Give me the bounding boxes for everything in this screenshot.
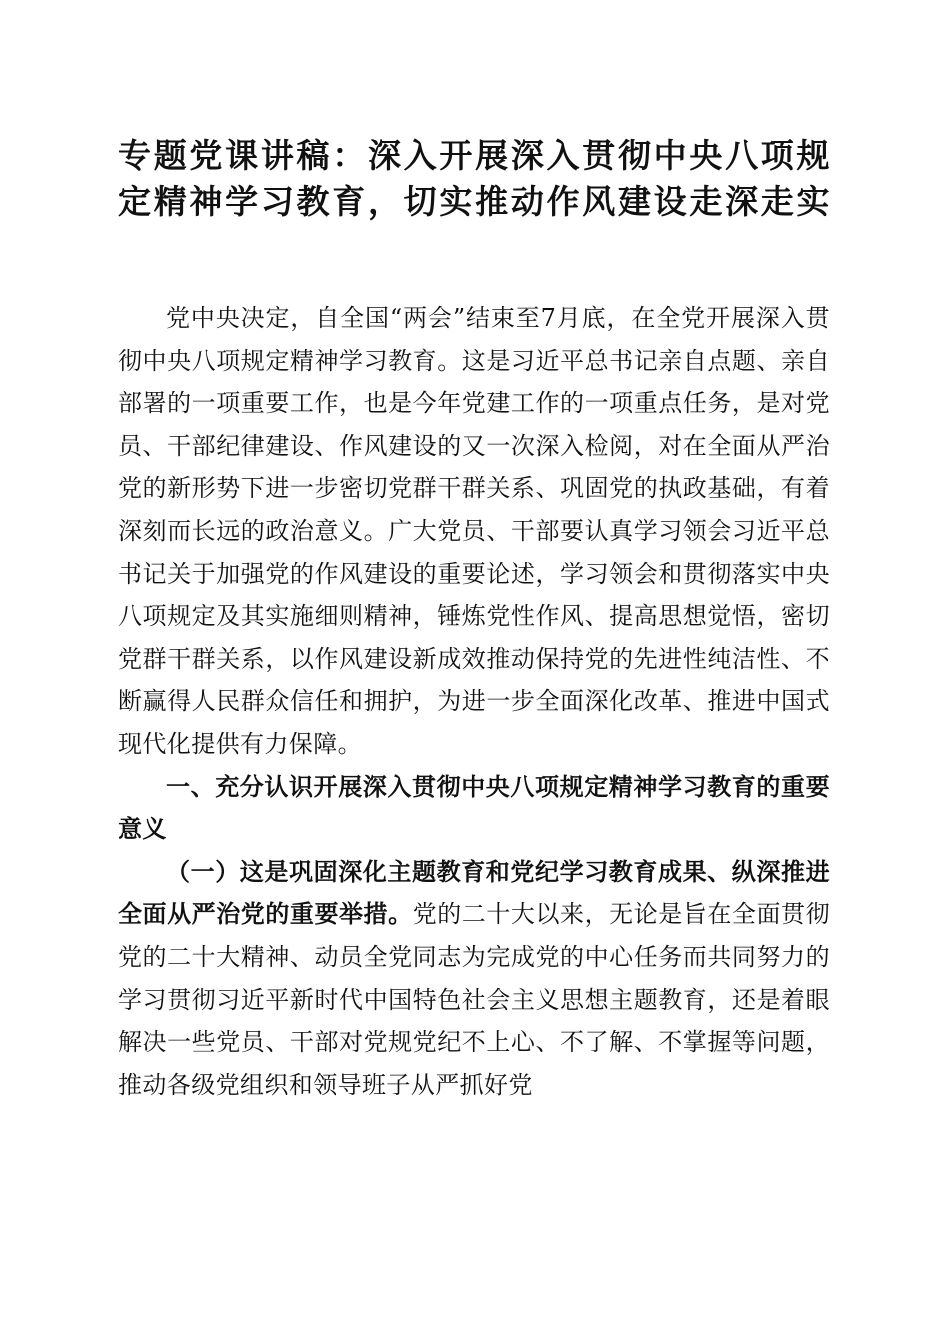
document-page — [118, 133, 830, 1106]
title-line-1: 专题党课讲稿：深入开展深入贯彻中央八项规 — [118, 136, 830, 175]
intro-paragraph: 党中央决定，自全国“两会”结束至7月底，在全党开展深入贯彻中央八项规定精神学习教育。这是习近平总书记亲自点题、亲自部署的一项重要工作，也是今年党建工作的一项重点任务，是对党员、干部纪律建设、作风建设的又一次深入检阅，对在全面从严治党的新形势下进一步密切党群干群关系、巩固党的执政基础，有着深刻而长远的政治意义。广大党员、干部要认真学习领会习近平总书记关于加强党的作风建设的重要论述，学习领会和贯彻落实中央八项规定及其实施细则精神，锤炼党性作风、提高思想觉悟，密切党群干群关系，以作风建设新成效推动保持党的先进性纯洁性、不断赢得人民群众信任和拥护，为进一步全面深化改革、推进中国式现代化提供有力保障。 — [118, 304, 830, 758]
title-line-2: 定精神学习教育，切实推动作风建设走深走实 — [118, 182, 830, 221]
document-body — [118, 297, 830, 1106]
section-1-sub-1-lead: （一）这是巩固深化主题教育和党纪学习教育成果、纵深推进全面从严治党的重要举措。 — [118, 856, 830, 929]
document-title — [118, 133, 830, 225]
section-1-sub-1-text: 党的二十大以来，无论是旨在全面贯彻党的二十大精神、动员全党同志为完成党的中心任务而共同努力的学习贯彻习近平新时代中国特色社会主义思想主题教育，还是着眼解决一些党员、干部对党规党纪不上心、不了解、不掌握等问题，推动各级党组织和领导班子从严抓好党 — [118, 900, 830, 1099]
section-1-heading: 一、充分认识开展深入贯彻中央八项规定精神学习教育的重要意义 — [118, 772, 830, 844]
section-1-sub-1-paragraph — [118, 851, 830, 1107]
